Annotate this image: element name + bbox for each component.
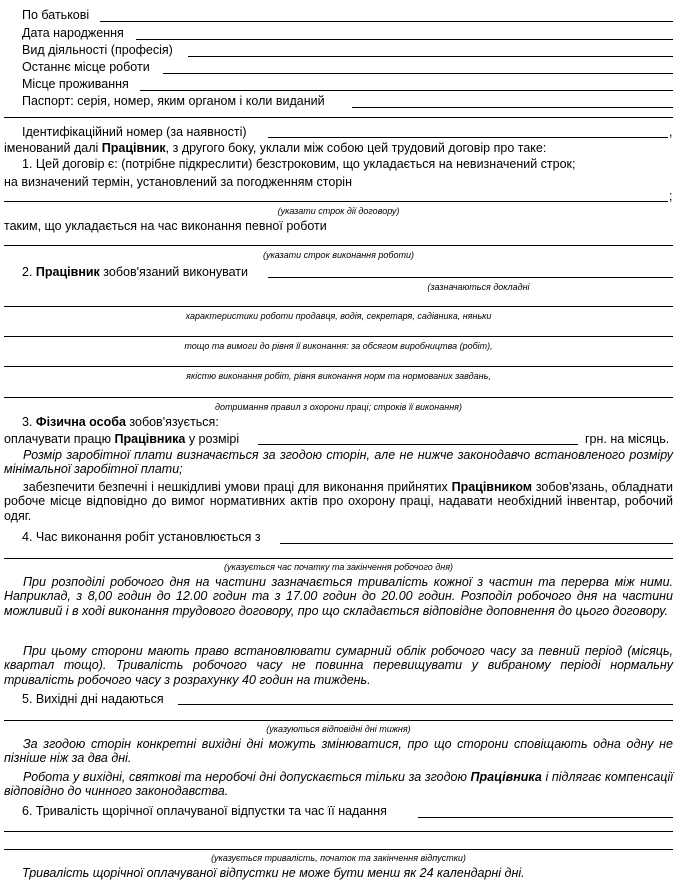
field-residence-line[interactable]	[140, 90, 673, 91]
clause5-line1[interactable]	[178, 704, 673, 705]
clause4-note2: При цьому сторони мають право встановлювати сумарний облік робочого часу за певний період (місяць, квартал тощо). Тривалість робочого часу не повинна перевищувати у вибраному періоді нормальну тривалість робочого часу з розрахунку 40 годин на тиждень.	[4, 644, 673, 687]
clause2-caption4: якістю виконання робіт, рівня виконання норм та нормованих завдань,	[186, 371, 491, 381]
clause1-term-line[interactable]	[4, 201, 668, 202]
field-occupation-line[interactable]	[188, 56, 673, 57]
tax-id-label: Ідентифікаційний номер (за наявності)	[22, 125, 247, 139]
clause2-caption3: тощо та вимоги до рівня її виконання: за обсягом виробництва (робіт),	[184, 341, 493, 351]
clause6-line3[interactable]	[4, 849, 673, 850]
clause2-text: 2. Працівник зобов'язаний виконувати	[22, 265, 248, 279]
clause2-line4[interactable]	[4, 366, 673, 367]
clause2-line2[interactable]	[4, 306, 673, 307]
clause5-note1: За згодою сторін конкретні вихідні дні можуть змінюватися, про що сторони сповіщають одна одну не пізніше ніж за два дні.	[4, 737, 673, 766]
field-passport-line-2[interactable]	[4, 117, 673, 118]
field-occupation-label: Вид діяльності (професія)	[22, 43, 173, 57]
clause6-line1[interactable]	[418, 817, 673, 818]
clause6-caption: (указується тривалість, початок та закінчення відпустки)	[211, 853, 466, 863]
clause1-line3: таким, що укладається на час виконання певної роботи	[4, 219, 327, 233]
clause1-caption2: (указати строк виконання роботи)	[262, 250, 414, 260]
clause3-pay-text: оплачувати працю Працівника у розмірі	[4, 432, 240, 446]
clause2-caption2: характеристики роботи продавця, водія, секретаря, садівника, няньки	[185, 311, 492, 321]
clause4-line1[interactable]	[280, 543, 673, 544]
clause2-line3[interactable]	[4, 336, 673, 337]
clause3-pay-unit: грн. на місяць.	[585, 432, 670, 446]
clause2-caption5: дотримання правил з охорони праці; строків її виконання)	[215, 402, 462, 412]
clause1-line2: на визначений термін, установлений за погодженням сторін	[4, 175, 352, 189]
clause1-work-line[interactable]	[4, 245, 673, 246]
clause4-line2[interactable]	[4, 558, 673, 559]
clause2-line1[interactable]	[268, 277, 673, 278]
field-patronymic-line[interactable]	[100, 21, 673, 22]
clause1-line1: 1. Цей договір є: (потрібне підкреслити) безстроковим, що укладається на невизначений строк;	[22, 157, 576, 171]
clause4-note1: При розподілі робочого дня на частини зазначається тривалість кожної з частин та перерва між ними. Наприклад, з 8,00 годин до 12.00 годин та з 17.00 годин до 20.00 годин. Розподіл робочого дня на частини можливий і в ході виконання трудового договору, про що складається відповідне доповнення до цього договору.	[4, 575, 673, 618]
field-last-job-label: Останнє місце роботи	[22, 60, 150, 74]
clause3-salary-note: Розмір заробітної плати визначається за згодою сторін, але не нижче законодавчо встановленого розміру мінімальної заробітної плати;	[4, 448, 673, 477]
clause1-caption1: (указати строк дії договору)	[277, 206, 400, 216]
clause4-text: 4. Час виконання робіт установлюється з	[22, 530, 261, 544]
field-last-job-line[interactable]	[163, 73, 673, 74]
clause6-note: Тривалість щорічної оплачуваної відпустки не може бути менш як 24 календарні дні.	[22, 866, 525, 880]
clause6-text: 6. Тривалість щорічної оплачуваної відпустки та час її надання	[22, 804, 387, 818]
clause5-note2: Робота у вихідні, святкові та неробочі дні допускається тільки за згодою Працівника і підлягає компенсації відповідно до чинного законодавства.	[4, 770, 674, 799]
field-passport-line[interactable]	[352, 107, 673, 108]
clause1-semicolon: ;	[669, 189, 673, 203]
tax-id-line[interactable]	[268, 137, 668, 138]
clause4-caption: (указується час початку та закінчення робочого дня)	[223, 562, 454, 572]
clause6-line2[interactable]	[4, 831, 673, 832]
tax-id-comma: ,	[669, 125, 673, 139]
named-employee-text: іменований далі Працівник, з другого боку, уклали між собою цей трудовий договір про таке:	[4, 141, 547, 155]
field-patronymic-label: По батькові	[22, 8, 90, 22]
clause2-caption1: (зазначаються докладні	[427, 282, 530, 292]
clause5-caption: (указуються відповідні дні тижня)	[266, 724, 411, 734]
clause2-line5[interactable]	[4, 397, 673, 398]
clause3-text: 3. Фізична особа зобов'язується:	[22, 415, 219, 429]
field-birth-date-label: Дата народження	[22, 26, 124, 40]
field-passport-label: Паспорт: серія, номер, яким органом і коли виданий	[22, 94, 325, 108]
clause5-line2[interactable]	[4, 720, 673, 721]
clause3-safety-text: забезпечити безпечні і нешкідливі умови праці для виконання прийнятих Працівником зобов'язань, обладнати робоче місце відповідно до вимог нормативних актів про охорону праці, надавати необхідний інвентар, робочий одяг.	[4, 480, 673, 523]
field-birth-date-line[interactable]	[136, 39, 673, 40]
field-residence-label: Місце проживання	[22, 77, 129, 91]
clause3-pay-line[interactable]	[258, 444, 578, 445]
clause5-text: 5. Вихідні дні надаються	[22, 692, 164, 706]
